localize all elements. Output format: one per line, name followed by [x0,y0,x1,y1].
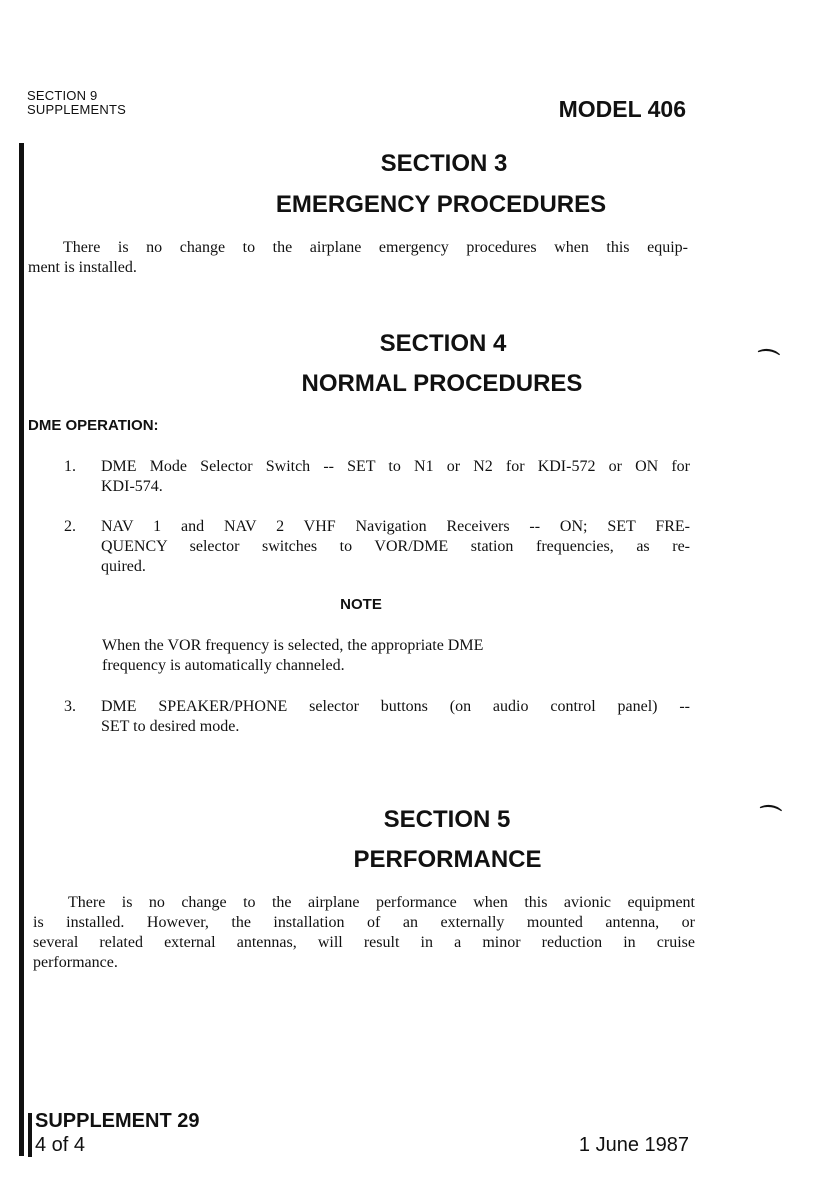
step-line: KDI-574. [101,478,163,495]
section5-title: SECTION 5 [383,806,511,833]
footer-page: 4 of 4 [35,1134,86,1156]
step-line: NAV 1 and NAV 2 VHF Navigation Receivers -- ON; SET FRE- [101,518,690,535]
note-text [102,636,662,676]
step-line: QUENCY selector switches to VOR/DME station frequencies, as re- [101,538,690,555]
step-2-text [101,517,690,577]
step-1-text [101,457,690,497]
section4-title: SECTION 4 [379,330,507,357]
step-3-text [101,697,690,737]
footer-supplement: SUPPLEMENT 29 [35,1110,200,1132]
margin-mark: ⌒ [755,346,781,375]
section5-line: several related external antennas, will result in a minor reduction in cruise [33,934,695,951]
footer-bar [28,1113,32,1157]
footer-date: 1 June 1987 [578,1134,689,1156]
section3-subtitle: EMERGENCY PROCEDURES [275,191,607,218]
step-line: SET to desired mode. [101,718,240,735]
margin-mark: ⌒ [757,802,783,831]
section5-line: performance. [33,954,118,971]
note-line2: frequency is automatically channeled. [102,657,345,674]
section3-paragraph [28,238,688,278]
step-line: quired. [101,558,146,575]
header-supplements-line: SUPPLEMENTS [27,102,127,117]
step-number: 1. [64,458,76,475]
section4-subtitle: NORMAL PROCEDURES [301,370,583,397]
section5-line: There is no change to the airplane performance when this avionic equipment [68,894,695,911]
header-section [27,89,126,117]
step-number: 3. [64,698,76,715]
section5-paragraph [33,893,695,973]
model-title: MODEL 406 [558,96,686,122]
section3-title: SECTION 3 [380,150,508,177]
section3-para-line1: There is no change to the airplane emergency procedures when this equip- [63,239,688,256]
section5-line: is installed. However, the installation of an externally mounted antenna, or [33,914,695,931]
section5-subtitle: PERFORMANCE [353,846,542,873]
note-line1: When the VOR frequency is selected, the appropriate DME [102,637,484,654]
step-number: 2. [64,518,76,535]
note-label: NOTE [340,596,382,613]
revision-bar [19,143,24,1156]
step-line: DME Mode Selector Switch -- SET to N1 or N2 for KDI-572 or ON for [101,458,690,475]
step-line: DME SPEAKER/PHONE selector buttons (on audio control panel) -- [101,698,690,715]
section3-para-line2: ment is installed. [28,259,137,276]
header-section-line: SECTION 9 [27,88,98,103]
dme-operation-label: DME OPERATION: [28,417,159,434]
